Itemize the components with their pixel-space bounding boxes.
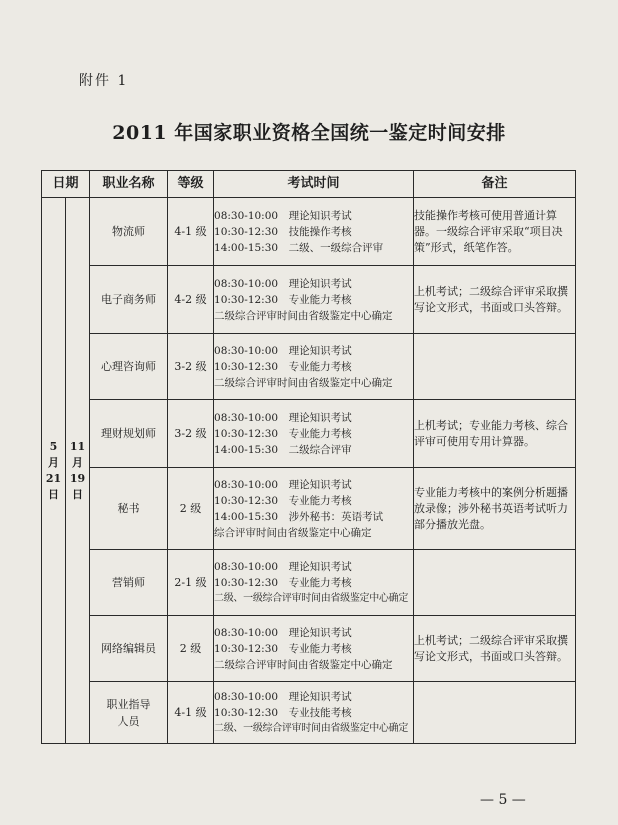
occupation-level: 3-2 级	[168, 400, 214, 468]
occupation-name	[90, 682, 168, 744]
occupation-name-line: 物流师	[112, 225, 146, 238]
page-title: 2011 年国家职业资格全国统一鉴定时间安排	[112, 122, 506, 144]
exam-time-line: 二级综合评审时间由省级鉴定中心确定	[214, 309, 393, 322]
schedule-table	[41, 170, 576, 744]
exam-time-line: 10:30-12:30 专业技能考核	[214, 706, 352, 719]
remark	[414, 550, 576, 616]
occupation-level: 2 级	[168, 616, 214, 682]
occupation-name-line: 营销师	[112, 576, 146, 589]
exam-time-line: 10:30-12:30 专业能力考核	[214, 642, 352, 655]
date-char: 19	[69, 471, 86, 485]
occupation-level: 4-1 级	[168, 682, 214, 744]
table-header-row	[42, 171, 576, 198]
header-name: 职业名称	[90, 171, 168, 198]
exam-time-line: 10:30-12:30 专业能力考核	[214, 427, 352, 440]
occupation-name	[90, 334, 168, 400]
exam-time-line: 14:00-15:30 二级综合评审	[214, 443, 352, 456]
occupation-level: 4-1 级	[168, 198, 214, 266]
table-row	[42, 334, 576, 400]
occupation-name	[90, 266, 168, 334]
exam-time-line: 二级综合评审时间由省级鉴定中心确定	[214, 376, 393, 389]
exam-time-line: 10:30-12:30 技能操作考核	[214, 225, 352, 238]
exam-time-line: 二级、一级综合评审时间由省级鉴定中心确定	[214, 592, 409, 604]
exam-time-line: 08:30-10:00 理论知识考试	[214, 478, 352, 491]
occupation-name-line: 人员	[117, 714, 140, 728]
table-row	[42, 682, 576, 744]
date-char: 11	[69, 439, 86, 453]
date-char: 月	[72, 455, 83, 469]
occupation-level: 4-2 级	[168, 266, 214, 334]
date-char: 21	[45, 471, 62, 485]
remark: 技能操作考核可使用普通计算器。一级综合评审采取“项目决策”形式，纸笔作答。	[414, 198, 576, 266]
exam-times	[214, 550, 414, 616]
exam-time-line: 10:30-12:30 专业能力考核	[214, 494, 352, 507]
table-row	[42, 266, 576, 334]
remark	[414, 334, 576, 400]
exam-times	[214, 198, 414, 266]
date-month-5	[42, 198, 66, 744]
table-row	[42, 468, 576, 550]
occupation-name-line: 电子商务师	[101, 293, 157, 306]
exam-time-line: 10:30-12:30 专业能力考核	[214, 293, 352, 306]
exam-time-line: 08:30-10:00 理论知识考试	[214, 209, 352, 222]
remark: 上机考试；专业能力考核、综合评审可使用专用计算器。	[414, 400, 576, 468]
exam-times	[214, 266, 414, 334]
date-char: 日	[72, 487, 83, 501]
occupation-level: 2-1 级	[168, 550, 214, 616]
occupation-name	[90, 550, 168, 616]
date-month-11	[66, 198, 90, 744]
exam-time-line: 14:00-15:30 涉外秘书：英语考试	[214, 510, 384, 523]
table-row	[42, 550, 576, 616]
exam-time-line: 14:00-15:30 二级、一级综合评审	[214, 241, 384, 254]
page-number: — 5 —	[480, 792, 526, 808]
exam-times	[214, 468, 414, 550]
occupation-name	[90, 198, 168, 266]
header-remark: 备注	[414, 171, 576, 198]
exam-time-line: 08:30-10:00 理论知识考试	[214, 626, 352, 639]
exam-time-line: 二级、一级综合评审时间由省级鉴定中心确定	[214, 722, 409, 734]
occupation-name-line: 职业指导	[106, 697, 151, 711]
occupation-name	[90, 468, 168, 550]
occupation-name-line: 秘书	[117, 502, 140, 515]
remark: 上机考试；二级综合评审采取撰写论文形式，书面或口头答辩。	[414, 266, 576, 334]
table-row	[42, 198, 576, 266]
exam-time-line: 综合评审时间由省级鉴定中心确定	[214, 526, 372, 539]
header-date: 日期	[42, 171, 90, 198]
exam-time-line: 10:30-12:30 专业能力考核	[214, 576, 352, 589]
exam-times	[214, 400, 414, 468]
exam-time-line: 08:30-10:00 理论知识考试	[214, 411, 352, 424]
exam-time-line: 10:30-12:30 专业能力考核	[214, 360, 352, 373]
occupation-level: 2 级	[168, 468, 214, 550]
header-time: 考试时间	[214, 171, 414, 198]
exam-time-line: 08:30-10:00 理论知识考试	[214, 690, 352, 703]
occupation-name	[90, 616, 168, 682]
occupation-level: 3-2 级	[168, 334, 214, 400]
exam-times	[214, 334, 414, 400]
exam-times	[214, 616, 414, 682]
exam-times	[214, 682, 414, 744]
occupation-name	[90, 400, 168, 468]
exam-time-line: 08:30-10:00 理论知识考试	[214, 277, 352, 290]
exam-time-line: 08:30-10:00 理论知识考试	[214, 344, 352, 357]
occupation-name-line: 理财规划师	[101, 427, 157, 440]
attachment-label: 附件 1	[79, 73, 129, 89]
exam-time-line: 08:30-10:00 理论知识考试	[214, 560, 352, 573]
occupation-name-line: 网络编辑员	[101, 642, 157, 655]
date-char: 日	[48, 487, 59, 501]
exam-time-line: 二级综合评审时间由省级鉴定中心确定	[214, 658, 393, 671]
table-row	[42, 400, 576, 468]
date-char: 5	[49, 439, 58, 453]
occupation-name-line: 心理咨询师	[101, 360, 157, 373]
remark: 专业能力考核中的案例分析题播放录像；涉外秘书英语考试听力部分播放光盘。	[414, 468, 576, 550]
remark: 上机考试；二级综合评审采取撰写论文形式，书面或口头答辩。	[414, 616, 576, 682]
date-char: 月	[48, 455, 59, 469]
remark	[414, 682, 576, 744]
header-level: 等级	[168, 171, 214, 198]
table-row	[42, 616, 576, 682]
